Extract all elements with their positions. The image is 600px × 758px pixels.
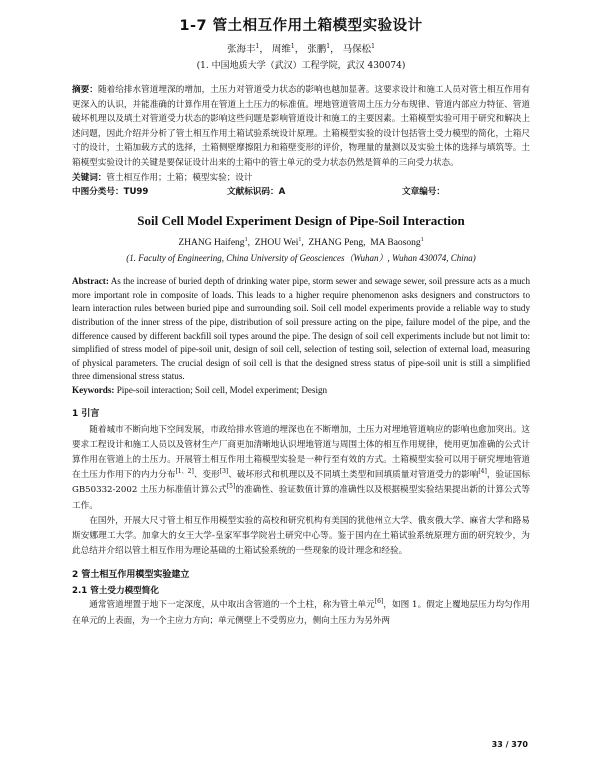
cn-keywords-text: 管土相互作用；土箱；模型实验；设计 bbox=[106, 172, 253, 183]
cn-author: 马保松 bbox=[342, 44, 372, 55]
section-1-heading: 1 引言 bbox=[72, 408, 100, 419]
cn-abstract-label: 摘要： bbox=[72, 85, 98, 95]
cn-keywords bbox=[72, 171, 530, 186]
classification-row bbox=[72, 185, 530, 199]
cn-authors: 张海丰$^1$， 周维$^1$， 张鹏$^1$， 马保松$^1$ bbox=[227, 42, 375, 55]
section-1-paragraph-2: 在国外，开展大尺寸管土相互作用模型实验的高校和研究机构有美国的犹他州立大学、俄亥俄大学、麻省大学和路易斯安娜理工大学。加拿大的女王大学-皇家军事学院岩土研究中心等。鉴于国内在土箱试验系统原理方面的研究较少，为此总结并介绍以管土相互作用为理论基础的土箱试验系统的一些现象的设计理念和经验。 bbox=[72, 515, 530, 557]
citation: [3] bbox=[219, 468, 229, 476]
page-number: 33 / 370 bbox=[491, 740, 528, 749]
en-abstract-text: As the increase of buried depth of drinking water pipe, storm sewer and sewage sewer, soil pressure acts as a much more important role in composite of loads. This leads to a higher require phenomenon asks designers and constructors to learn interaction rules between buried pipe and surrounding soil. Soil cell model experiments provide a reliable way to study distribution of the inner stress of the pipe, distribution of soil pressure acting on the pipe, failure model of the pipe, and the difference caused by different backfill soil types around the pipe. The design of soil cell experiments include but not limit to: simplified of stress model of pipe-soil unit, design of soil cell, selection of testing soil, selection of external load, measuring of physical parameters. The crucial design of soil cell is that the designed stress status of pipe-soil unit is still a simplified three dimensional stress status. bbox=[72, 276, 530, 382]
en-author: ZHANG Peng bbox=[308, 238, 364, 249]
citation: [5] bbox=[226, 483, 236, 491]
cn-doc-code: 文献标识码：A bbox=[227, 187, 286, 198]
citation: [1、2] bbox=[175, 468, 194, 476]
cn-article-number: 文章编号： bbox=[402, 187, 445, 198]
cn-author: 张鹏 bbox=[307, 44, 327, 55]
en-keywords-text: Pipe-soil interaction; Soil cell, Model experiment; Design bbox=[116, 384, 328, 395]
en-affiliation: (1. Faculty of Engineering, China University of Geosciences（Wuhan）, Wuhan 430074, China) bbox=[126, 253, 476, 264]
cn-class: 中图分类号：TU99 bbox=[72, 187, 149, 198]
en-keywords-label: Keywords: bbox=[72, 384, 115, 395]
en-author: ZHOU Wei bbox=[254, 238, 299, 249]
section-1-paragraph-1: 随着城市不断向地下空间发展，市政给排水管道的埋深也在不断增加，土压力对埋地管道响应的影响也愈加突出。这要求工程设计和施工人员以及管材生产厂商更加清晰地认识埋地管道与周围土体的相互作用规律，使用更加准确的公式计算作用在管道上的土压力。开展管土相互作用土箱模型实验是一种行至有效的方式。土箱模型实验可以用于研究埋地管道在土压力作用下的内力分布[1、2]、变形[3]、破坏形式和机理以及不同填土类型和回填质量对管道受力的影响[4]，验证国标 GB50332-2002 土压力标准值计算公式[5]的准确性、验证数值计算的准确性以及根据模型实验结果提出新的计算公式等工作。 bbox=[72, 424, 530, 511]
en-author: ZHANG Haifeng bbox=[178, 238, 245, 249]
section-2-heading: 2 管土相互作用模型实验建立 bbox=[72, 570, 190, 581]
section-2-1-paragraph-1: 通常管道埋置于地下一定深度，从中取出含管道的一个土柱，称为管土单元[6]，如图 1。假定上覆地层压力均匀作用在单元的上表面，为一个主应力方向；单元侧壁上不受剪应力，侧向土压力为另外两 bbox=[72, 598, 530, 626]
en-authors: ZHANG Haifeng$^1$, ZHOU Wei$^1$, ZHANG Peng, MA Baosong$^1$ bbox=[178, 237, 424, 249]
en-title: Soil Cell Model Experiment Design of Pipe-Soil Interaction bbox=[137, 213, 465, 229]
cn-title: 1-7 管土相互作用土箱模型实验设计 bbox=[179, 18, 423, 34]
cn-abstract bbox=[72, 83, 530, 171]
citation: [6] bbox=[374, 598, 384, 606]
cn-keywords-label: 关键词： bbox=[72, 172, 107, 183]
en-author: MA Baosong bbox=[370, 238, 421, 249]
cn-author: 张海丰 bbox=[227, 44, 256, 55]
en-abstract bbox=[72, 275, 530, 384]
cn-affiliation: (1. 中国地质大学（武汉）工程学院，武汉 430074) bbox=[196, 61, 406, 71]
cn-abstract-text: 随着给排水管道埋深的增加，土压力对管道受力状态的影响也越加显著。这要求设计和施工人员对管土相互作用有更深入的认识，并能准确的计算作用在管道上土压力的标准值。埋地管道管周土压力分布规律、管道内部应力特征、管道破坏机理以及填土对管道受力状态的影响这些问题是影响管道设计和施工的主要因素。土箱模型实验可用于研究和解决上述问题，因此介绍并分析了管土相互作用土箱试验系统设计原理。土箱模型实验的设计包括管土受力模型的简化，土箱尺寸的设计，土箱加载方式的选择，土箱侧壁摩擦阻力和箱壁变形的评价，物理量的量测以及实验土体的选择与填筑等。土箱模型实验设计的关键是要保证设计出来的土箱中的管土单元的受力状态仍然是简单的三向受力状态。 bbox=[72, 85, 530, 168]
section-2-1-heading: 2.1 管土受力模型简化 bbox=[72, 586, 159, 597]
en-keywords bbox=[72, 384, 530, 398]
en-abstract-label: Abstract: bbox=[72, 276, 109, 287]
citation: [4] bbox=[478, 468, 487, 476]
cn-author: 周维 bbox=[271, 44, 291, 55]
